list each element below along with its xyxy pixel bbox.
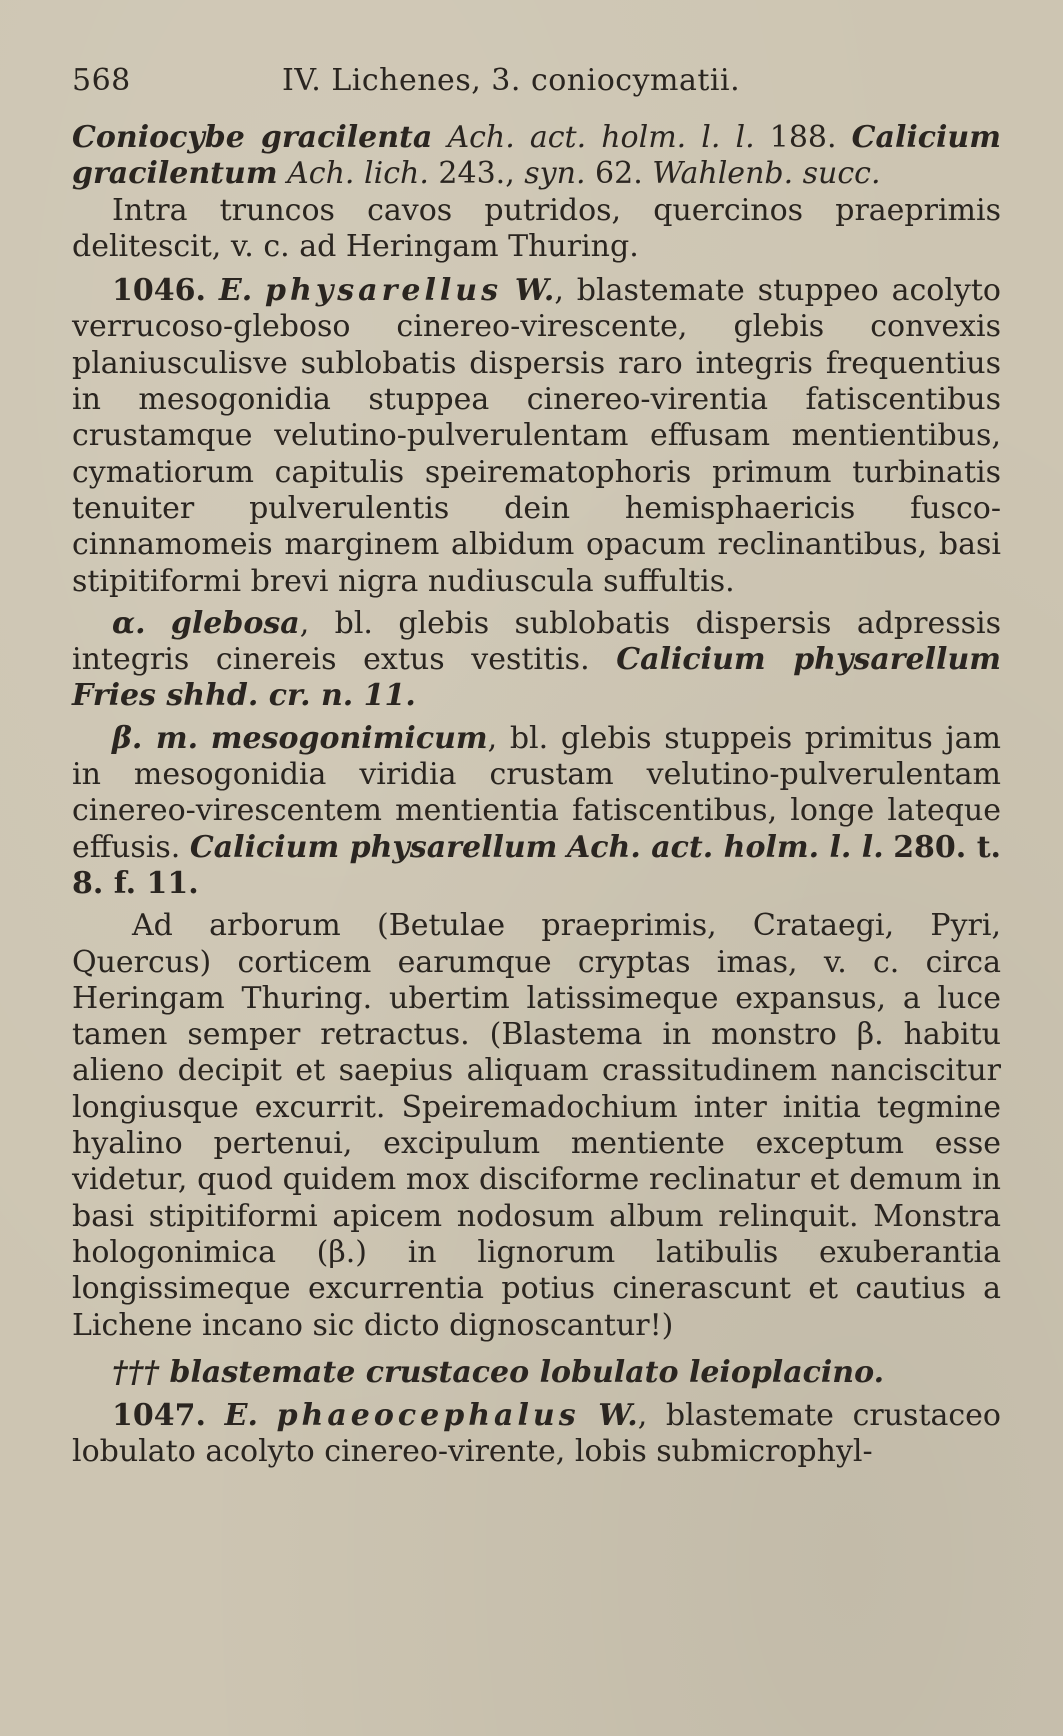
entry-1047 (72, 1398, 1001, 1471)
page-header (72, 62, 1001, 100)
species-name: physarellus (265, 273, 502, 309)
ref-page: 188. (769, 120, 837, 155)
description: , blastemate stuppeo acolyto verrucoso-gleboso cinereo-virescente, glebis convexis planiusculisve sublobatis dispersis raro integris frequentius in mesogonidia stuppea cinereo-virentia fatiscentibus crustamque velutino-pulverulentam effusam mentientibus, cymatiorum capitulis speirematophoris primum turbinatis tenuiter pulverulentis dein hemisphaericis fusco-cinnamomeis marginem albidum opacum reclinantibus, basi stipitiformi brevi nigra nudiuscula suffultis. (72, 273, 1001, 599)
author: W. (514, 273, 555, 309)
description: , blastemate crustaceo lobulato acolyto cinereo-virente, lobis submicrophyl- (72, 1397, 1001, 1470)
variety-text: , bl. glebis sublobatis dispersis adpressis integris cinereis extus vestitis. (72, 605, 1001, 678)
section-heading: ††† blastemate crustaceo lobulato leioplacino. (112, 1354, 885, 1390)
entry-number: 1046. (112, 273, 206, 309)
habitat-1046: Ad arborum (Betulae praeprimis, Crataegi, Pyri, Quercus) corticem earumque cryptas imas, v. c. circa Heringam Thuring. ubertim latissimeque expansus, a luce tamen semper retractus. (Blastema in monstro β. habitu alieno decipit et saepius aliquam crassitudinem nanciscitur longiusque excurrit. Speiremadochium inter initia tegmine hyalino pertenui, excipulum mentiente exceptum esse videtur, quod quidem mox disciforme reclinatur et demum in basi stipitiformi apicem nodosum album relinquit. Monstra hologonimica (β.) in lignorum latibulis exuberantia longissimeque excurrentia potius cinerascunt et cautius a Lichene incano sic dicto dignoscantur!) (72, 908, 1001, 1343)
synonym-name: Calicium gracilentum (72, 120, 1001, 192)
running-title: IV. Lichenes, 3. coniocymatii. (282, 63, 741, 98)
synonym-ref: Ach. lich. (287, 156, 429, 192)
entry-number: 1047. (112, 1397, 206, 1433)
variety-name: mesogonimicum (210, 720, 488, 756)
entry-gracilenta-habitat: Intra truncos cavos putridos, quercinos praeprimis delitescit, v. c. ad Heringam Thuring. (72, 192, 1001, 264)
synonym-name: Calicium physarellum (189, 829, 558, 865)
syn-number: 62. (585, 156, 653, 192)
syn-label: syn. (524, 156, 586, 192)
citation: Ach. act. holm. l. l. (566, 829, 884, 865)
synonym-name: Calicium physarellum (616, 642, 1001, 678)
wahlenberg-ref: Wahlenb. succ. (652, 156, 881, 192)
species-name: phaeocephalus (276, 1397, 580, 1433)
variety-beta (72, 721, 1001, 902)
variety-label: β. m. (112, 720, 199, 756)
citation: Fries shhd. cr. n. 11. (72, 678, 416, 714)
variety-name: glebosa (170, 605, 300, 641)
genus-abbr: E. (218, 273, 253, 309)
variety-text: , bl. glebis stuppeis primitus jam in mesogonidia viridia crustam velutino-pulverulentam cinereo-virescentem mentientia fatiscentibus, longe lateque effusis. (72, 720, 1002, 865)
author-citation: Ach. act. holm. l. l. (447, 120, 755, 155)
genus-abbr: E. (224, 1397, 258, 1433)
entry-1046 (72, 273, 1001, 600)
syn-numbers: 243., (438, 156, 525, 192)
variety-label: α. (112, 605, 146, 641)
author: W. (598, 1397, 638, 1433)
species-name: Coniocybe gracilenta (72, 120, 433, 155)
entry-gracilenta-citation (72, 120, 1001, 193)
plate-ref: 280. t. 8. f. 11. (72, 829, 1001, 901)
variety-alpha (72, 606, 1001, 715)
page-number: 568 (72, 63, 131, 98)
